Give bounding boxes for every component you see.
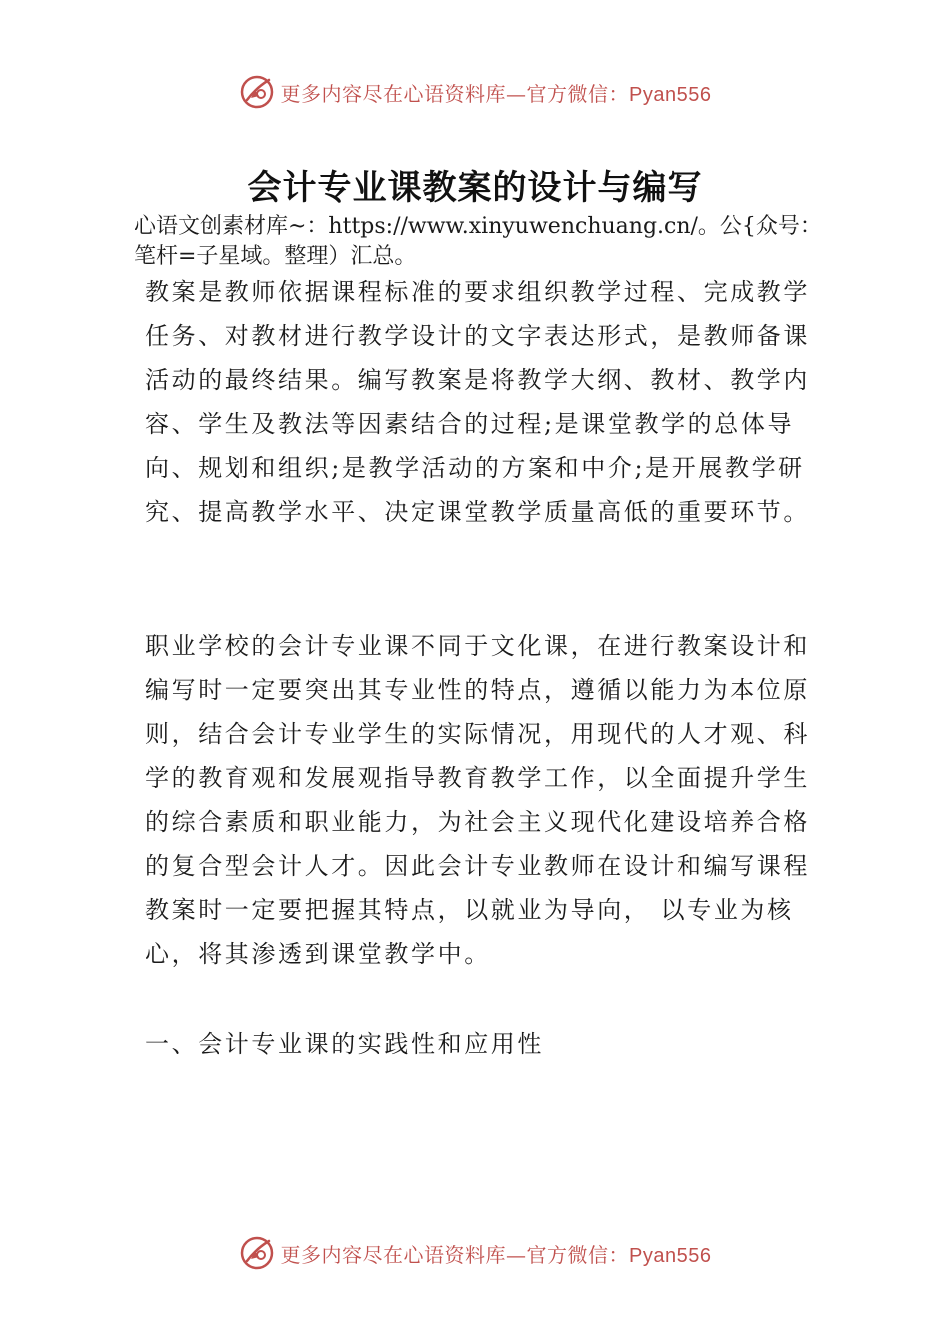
footer-banner [0, 1233, 950, 1273]
banner-text: 更多内容尽在心语资料库—官方微信：Pyan556 [280, 1242, 712, 1267]
quill-seal-icon [239, 1235, 275, 1271]
body-paragraph-2: 职业学校的会计专业课不同于文化课，在进行教案设计和编写时一定要突出其专业性的特点，遵循以能力为本位原则，结合会计专业学生的实际情况，用现代的人才观、科学的教育观和发展观指导教育教学工作，以全面提升学生的综合素质和职业能力，为社会主义现代化建设培养合格的复合型会计人才。因此会计专业教师在设计和编写课程教案时一定要把握其特点，以就业为导向， 以专业为核心，将其渗透到课堂教学中。 [145, 632, 810, 968]
wechat-id: Pyan556 [629, 1244, 712, 1267]
source-line: 心语文创素材库~：https://www.xinyuwenchuang.cn/。公{众号：笔杆=子星域。整理）汇总。 [134, 214, 822, 269]
quill-seal-icon [239, 74, 275, 110]
wechat-id: Pyan556 [629, 83, 712, 106]
section-heading: 一、会计专业课的实践性和应用性 [145, 1030, 544, 1058]
document-title: 会计专业课教案的设计与编写 [247, 168, 703, 208]
header-banner [0, 72, 950, 112]
body-paragraph-1: 教案是教师依据课程标准的要求组织教学过程、完成教学任务、对教材进行教学设计的文字表达形式，是教师备课活动的最终结果。编写教案是将教学大纲、教材、教学内容、学生及教法等因素结合的过程;是课堂教学的总体导向、规划和组织;是教学活动的方案和中介;是开展教学研究、提高教学水平、决定课堂教学质量高低的重要环节。 [145, 278, 810, 526]
banner-text: 更多内容尽在心语资料库—官方微信：Pyan556 [280, 81, 712, 106]
